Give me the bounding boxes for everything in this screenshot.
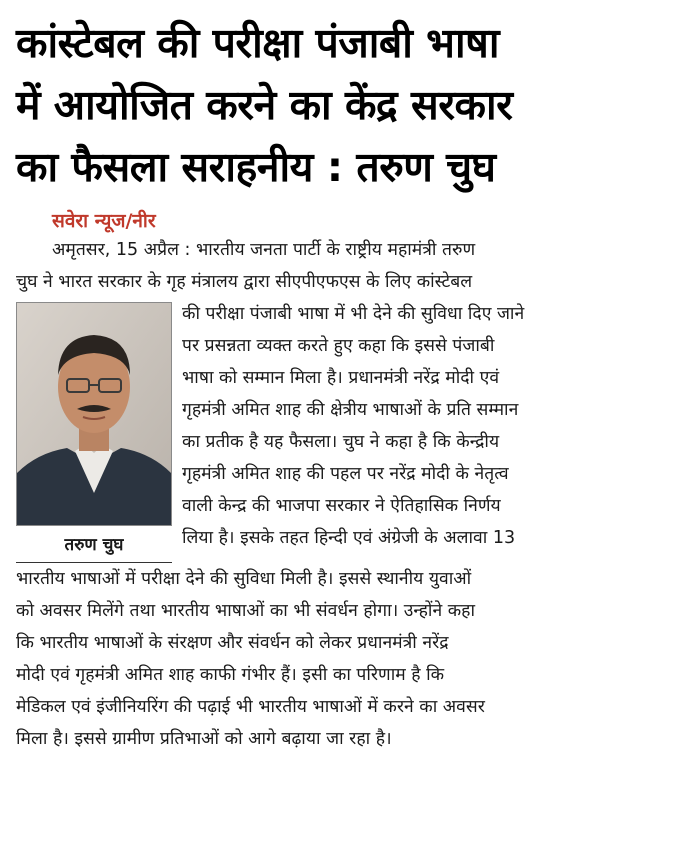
photo-figure bbox=[16, 302, 172, 563]
byline: सवेरा न्यूज/नीर bbox=[52, 210, 156, 232]
article-line: को अवसर मिलेंगे तथा भारतीय भाषाओं का भी संवर्धन होगा। उन्होंने कहा bbox=[16, 601, 475, 621]
portrait-image-icon bbox=[17, 303, 171, 525]
article-line: अमृतसर, 15 अप्रैल : भारतीय जनता पार्टी के राष्ट्रीय महामंत्री तरुण bbox=[52, 240, 476, 260]
article-line: का प्रतीक है यह फैसला। चुघ ने कहा है कि केन्द्रीय bbox=[182, 432, 500, 452]
article-line: कि भारतीय भाषाओं के संरक्षण और संवर्धन को लेकर प्रधानमंत्री नरेंद्र bbox=[16, 633, 449, 653]
portrait-photo bbox=[16, 302, 172, 526]
article-line: वाली केन्द्र की भाजपा सरकार ने ऐतिहासिक निर्णय bbox=[182, 496, 501, 516]
headline-line: का फैसला सराहनीय : तरुण चुघ bbox=[16, 143, 496, 191]
photo-caption: तरुण चुघ bbox=[16, 530, 172, 563]
headline bbox=[16, 12, 684, 198]
article-line: मेडिकल एवं इंजीनियरिंग की पढ़ाई भी भारतीय भाषाओं में करने का अवसर bbox=[16, 697, 485, 717]
article-line: की परीक्षा पंजाबी भाषा में भी देने की सुविधा दिए जाने bbox=[182, 304, 525, 324]
article-line: मिला है। इससे ग्रामीण प्रतिभाओं को आगे बढ़ाया जा रहा है। bbox=[16, 729, 392, 749]
article-line: भाषा को सम्मान मिला है। प्रधानमंत्री नरेंद्र मोदी एवं bbox=[182, 368, 500, 388]
article-line: मोदी एवं गृहमंत्री अमित शाह काफी गंभीर हैं। इसी का परिणाम है कि bbox=[16, 665, 445, 685]
article-line: गृहमंत्री अमित शाह की क्षेत्रीय भाषाओं के प्रति सम्मान bbox=[182, 400, 519, 420]
headline-line: में आयोजित करने का केंद्र सरकार bbox=[16, 81, 513, 129]
headline-line: कांस्टेबल की परीक्षा पंजाबी भाषा bbox=[16, 19, 499, 67]
article-body bbox=[16, 234, 684, 755]
article-line: चुघ ने भारत सरकार के गृह मंत्रालय द्वारा सीएपीएफएस के लिए कांस्टेबल bbox=[16, 272, 473, 292]
article-line: लिया है। इसके तहत हिन्दी एवं अंग्रेजी के अलावा 13 bbox=[182, 528, 516, 548]
article-line: पर प्रसन्नता व्यक्त करते हुए कहा कि इससे पंजाबी bbox=[182, 336, 495, 356]
article-line: भारतीय भाषाओं में परीक्षा देने की सुविधा मिली है। इससे स्थानीय युवाओं bbox=[16, 569, 472, 589]
article-line: गृहमंत्री अमित शाह की पहल पर नरेंद्र मोदी के नेतृत्व bbox=[182, 464, 509, 484]
